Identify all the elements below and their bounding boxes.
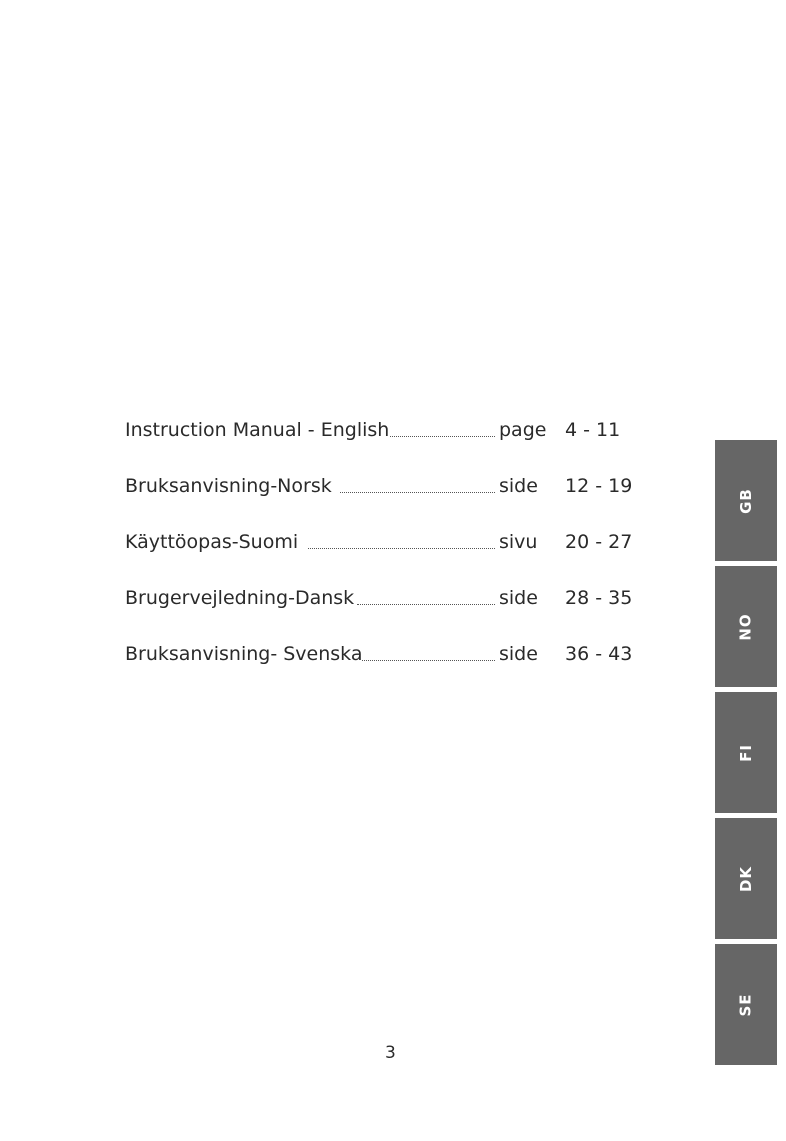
toc-title: Brugervejledning-Dansk [125,580,354,616]
tab-no[interactable] [715,566,777,687]
toc-page-word: side [497,580,538,616]
tab-label: DK [736,865,755,892]
toc-row-dansk[interactable] [125,580,645,636]
toc-row-suomi[interactable] [125,524,645,580]
tab-dk[interactable] [715,818,777,939]
tab-gb[interactable] [715,440,777,561]
tab-fi[interactable] [715,692,777,813]
toc-row-svenska[interactable] [125,636,645,692]
tab-label: GB [737,487,755,514]
toc-page-word: sivu [497,524,537,560]
toc-title: Instruction Manual - English [125,412,389,448]
toc-title: Bruksanvisning-Norsk [125,468,332,504]
toc-row-english[interactable] [125,412,645,468]
toc-page-range: 36 - 43 [565,643,633,665]
table-of-contents [125,412,645,692]
toc-page-range: 4 - 11 [565,419,621,441]
toc-title: Käyttöopas-Suomi [125,524,298,560]
toc-page-word: side [497,468,538,504]
toc-page-range: 28 - 35 [565,587,633,609]
page-number: 3 [385,1043,396,1063]
tab-se[interactable] [715,944,777,1065]
toc-row-norsk[interactable] [125,468,645,524]
toc-page-range: 20 - 27 [565,531,633,553]
toc-title: Bruksanvisning- Svenska [125,636,362,672]
toc-page-word: page [497,412,546,448]
tab-label: NO [737,612,755,641]
tab-label: SE [737,992,755,1017]
language-tabs [715,440,777,1070]
toc-page-word: side [497,636,538,672]
toc-page-range: 12 - 19 [565,475,633,497]
tab-label: FI [736,743,755,762]
